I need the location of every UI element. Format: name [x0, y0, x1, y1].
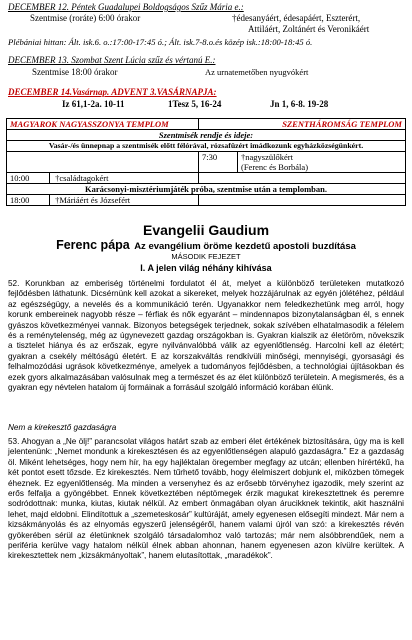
dec13-mass: Szentmise 18:00 órakor — [32, 67, 118, 77]
table-row — [7, 173, 406, 184]
mass-schedule-table — [6, 118, 406, 206]
dec14-title: DECEMBER 14.Vasárnap. ADVENT 3.VASÁRNAPJA: — [8, 87, 217, 97]
section-heading: I. A jelen világ néhány kihívása — [140, 263, 272, 273]
rehearsal-notice: Karácsonyi-misztériumjáték próba, szentmise után a templomban. — [7, 184, 406, 195]
row3-intent: †Máriáért és Józsefért — [55, 195, 131, 205]
table-row — [7, 184, 406, 195]
dec12-title: DECEMBER 12. Péntek Guadalupei Boldogságos Szűz Mária e.: — [8, 2, 244, 12]
row1-intent-line-2: (Ferenc és Borbála) — [241, 162, 309, 172]
dec12-intent-2: Attiláért, Zoltánért és Veronikáért — [248, 24, 370, 34]
subtitle-name: Ferenc pápa — [56, 238, 130, 252]
row1-time: 7:30 — [199, 152, 238, 173]
row2-intent: †családtagokért — [55, 173, 109, 183]
table-row — [7, 152, 406, 173]
dec13-intent: Az urnatemetőben nyugvókért — [205, 67, 309, 77]
row1-intent — [238, 152, 406, 173]
dec13-title: DECEMBER 13. Szombat Szent Lúcia szűz és vértanú E.: — [8, 55, 216, 65]
reading-3: Jn 1, 6-8. 19-28 — [270, 99, 329, 109]
reading-1: Iz 61,1-2a. 10-11 — [62, 99, 125, 109]
table-row — [7, 130, 406, 141]
schedule-heading: Szentmisék rendje és ideje: — [7, 130, 406, 141]
reading-2: 1Tesz 5, 16-24 — [168, 99, 222, 109]
row3-time: 18:00 — [7, 195, 50, 205]
church-left: MAGYAROK NAGYASSZONYA TEMPLOM — [7, 119, 199, 130]
plebania-hittan: Plébániai hittan: Ált. isk.6. o.:17:00-17:45 ó.; Ált. isk.7-8.o.és közép isk.:18:00-18:45 ó. — [8, 37, 313, 47]
chapter-label: MÁSODIK FEJEZET — [171, 252, 241, 261]
schedule-notice: Vasár-/és ünnepnap a szentmisék előtt félórával, rózsafüzért imádkozunk egyházközségünkért. — [7, 141, 406, 152]
paragraph-52: 52. Korunkban az emberiség történelmi fordulatot él át, melyet a különböző területeken mutatkozó fejlődésben láthatunk. Dicsérnünk kell azokat a sikereket, melyek hozzájárulnak az egyén jólétéhez, például az egészségügy, a nevelés és a kommunikáció terén. Ugyanakkor nem feledkezhetünk meg arról, hogy korunk embereinek nagyobb része – férfiak és nők egyaránt – mindennapos bizonytalanságban él, s ennek gyászos következményei vannak. Bizonyos betegségek terjednek, sokak szívében elhatalmasodik a félelem és a reménytelenség, még az úgynevezett gazdag országokban is. Gyakran kialszik az életöröm, növekszik a tisztelet hiánya és az erőszak, egyre nyilvánvalóbbá válik az egyenlőtlenség. Harcolni kell az életért; gyakran a csekély méltóságú életért. E az korszakváltás rendkívüli minőségi, mennyiségi, gyorsasági és felhalmozódási ugrások következménye, amelyek a tudományos fejlődésben, a technológiai újításokban és ezek gyors alkalmazásában valósulnak meg a természet és az élet különböző területein. A megismerés, és a gyakran egy névtelen hatalom új formáinak a forrásául szolgáló információ korában élünk. — [8, 279, 404, 393]
table-row — [7, 195, 406, 206]
row2-time: 10:00 — [7, 173, 50, 183]
heading-not-exclusion: Nem a kirekesztő gazdaságra — [8, 423, 117, 432]
table-row — [7, 141, 406, 152]
church-right: SZENTHÁROMSÁG TEMPLOM — [199, 119, 406, 130]
dec12-mass: Szentmise (roráte) 6:00 órakor — [30, 13, 141, 23]
subtitle-rest: Az evangélium öröme kezdetű apostoli buzdítása — [134, 241, 356, 252]
row1-intent-line-1: †nagyszülőkért — [241, 152, 293, 162]
table-row — [7, 119, 406, 130]
article-title: Evangelii Gaudium — [142, 222, 270, 238]
paragraph-53: 53. Ahogyan a „Ne ölj!” parancsolat világos határt szab az emberi élet értékének biztosítására, úgy ma is kell jelentenünk: „Nemet mondunk a kirekesztésen és az egyenlőtlenségen alapuló gazdaságra.” Ez a gazdaság öl. Miként lehetséges, hogy nem hír, ha egy hajléktalan öregember megfagy az utcán; ellenben hírértékű, ha két pontot esett tőzsde. Ez kirekesztés. Nem tűrhető tovább, hogy élelmiszert dobjunk el, miközben tömegek éheznek. Ez egyenlőtlenség. Ma minden a versenyhez és az erősebb törvényhez igazodik, mely szerint az erős felfalja a gyöngébbet. Ennek következtében néptömegek érzik magukat kirekesztettnek és peremre sodródottnak: munka, kiutas, kiutak nélkül. Az embert önmagában olyan árucikknek tekintik, akit használni lehet, majd eldobni. Elindítottuk a „szemeteskosár” kultúráját, amely egyenesen elősegíti mindezt. Már nem a kizsákmányolás és az elnyomás egyszerű jelenségéről, hanem valami újról van szó: a kirekesztés révén gyökerében sérül az életünknek szolgáló társadalomhoz való tartozás; már nem alsóbbrendűek, nem a periféria kerülve vagy hatalom nélkül élnek abban ahonnan, hanem egyenesen azon kívülre kerültek. A kirekesztettek nem „kizsákmányoltak”, hanem elutasítottak, „maradékok”. — [8, 437, 404, 561]
dec12-intent-1: †édesanyáért, édesapáért, Eszterért, — [232, 13, 361, 23]
